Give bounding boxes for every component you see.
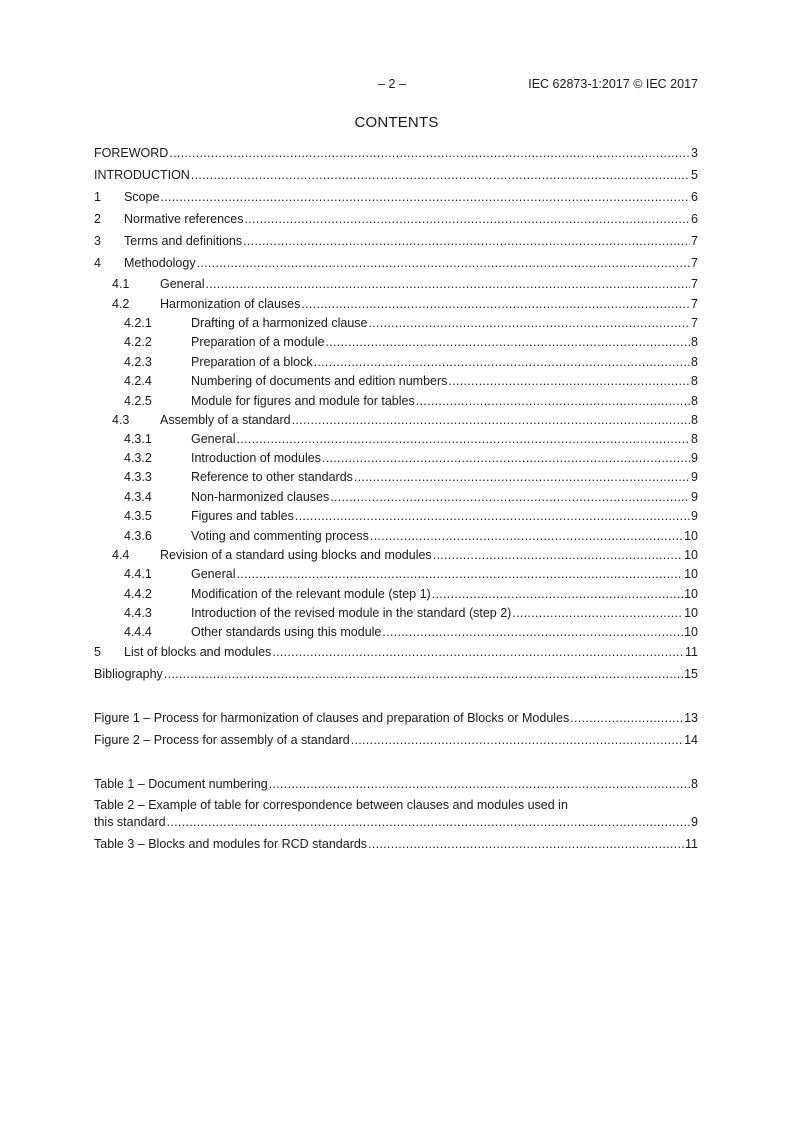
toc-label: Assembly of a standard	[160, 413, 291, 427]
toc-number: 4.2.1	[124, 316, 152, 330]
toc-label: List of blocks and modules	[124, 645, 272, 659]
toc-page: 15	[684, 667, 698, 681]
table-page: 11	[685, 837, 698, 851]
toc-label: Preparation of a module	[191, 335, 325, 349]
toc-number: 4.3	[112, 413, 130, 427]
page-title: CONTENTS	[354, 114, 439, 131]
toc-label: Introduction of modules	[191, 451, 321, 465]
toc-entry-4-2-3[interactable]	[124, 354, 698, 370]
toc-entry-4-3-2[interactable]	[124, 450, 698, 466]
toc-page: 7	[691, 297, 698, 311]
toc-number: 4.3.4	[124, 490, 152, 504]
toc-entry-terms-definitions[interactable]	[94, 233, 698, 249]
toc-label: Modification of the relevant module (step 1)	[191, 587, 431, 601]
toc-label: Scope	[124, 190, 160, 204]
table-label: Table 3 – Blocks and modules for RCD standards	[94, 837, 368, 851]
toc-label: Figures and tables	[191, 509, 294, 523]
toc-label: Numbering of documents and edition numbers	[191, 374, 448, 388]
toc-label: Bibliography	[94, 667, 163, 681]
figure-label: Figure 2 – Process for assembly of a standard	[94, 733, 350, 747]
table-page: 8	[691, 777, 698, 791]
toc-entry-4-1[interactable]	[112, 276, 698, 292]
toc-page: 10	[684, 567, 698, 581]
table-label: Table 1 – Document numbering	[94, 777, 268, 791]
toc-page: 7	[691, 256, 698, 270]
toc-label: Harmonization of clauses	[160, 297, 301, 311]
toc-entry-4-3-5[interactable]	[124, 508, 698, 524]
toc-number: 4.2.2	[124, 335, 152, 349]
toc-number: 2	[94, 212, 101, 226]
toc-entry-4-3-1[interactable]	[124, 431, 698, 447]
toc-entry-4-4-1[interactable]	[124, 566, 698, 582]
toc-entry-4-2-4[interactable]	[124, 373, 698, 389]
toc-entry-4-4-3[interactable]	[124, 605, 698, 621]
toc-page: 9	[691, 451, 698, 465]
toc-number: 4.2.3	[124, 355, 152, 369]
toc-label: Reference to other standards	[191, 470, 353, 484]
toc-page: 8	[691, 374, 698, 388]
toc-label: Methodology	[124, 256, 196, 270]
toc-entry-list-blocks-modules[interactable]	[94, 644, 698, 660]
toc-number: 4.4.4	[124, 625, 152, 639]
toc-number: 5	[94, 645, 101, 659]
toc-entry-introduction[interactable]	[94, 167, 698, 183]
toc-page: 8	[691, 413, 698, 427]
toc-number: 4.3.6	[124, 529, 152, 543]
table-entry-3[interactable]	[94, 836, 698, 852]
toc-page: 7	[691, 316, 698, 330]
toc-page: 6	[691, 212, 698, 226]
toc-entry-4-2-5[interactable]	[124, 393, 698, 409]
toc-entry-4-4-2[interactable]	[124, 586, 698, 602]
toc-page: 7	[691, 277, 698, 291]
toc-label: INTRODUCTION	[94, 168, 190, 182]
toc-entry-foreword[interactable]	[94, 145, 698, 161]
toc-page: 8	[691, 355, 698, 369]
toc-number: 4.3.2	[124, 451, 152, 465]
toc-page: 10	[684, 587, 698, 601]
toc-label: Preparation of a block	[191, 355, 313, 369]
toc-label: Drafting of a harmonized clause	[191, 316, 368, 330]
toc-page: 9	[691, 470, 698, 484]
toc-entry-4-3-6[interactable]	[124, 528, 698, 544]
toc-number: 4.2.5	[124, 394, 152, 408]
toc-entry-4-2-1[interactable]	[124, 315, 698, 331]
toc-label: Module for figures and module for tables	[191, 394, 415, 408]
toc-page: 3	[691, 146, 698, 160]
table-entry-2[interactable]	[94, 814, 698, 830]
toc-page: 10	[684, 548, 698, 562]
toc-entry-methodology[interactable]	[94, 255, 698, 271]
toc-label: Introduction of the revised module in the standard (step 2)	[191, 606, 512, 620]
table-entry-1[interactable]	[94, 776, 698, 792]
toc-entry-4-3-4[interactable]	[124, 489, 698, 505]
toc-label: General	[160, 277, 205, 291]
toc-entry-4-2[interactable]	[112, 296, 698, 312]
toc-page: 8	[691, 335, 698, 349]
toc-label: General	[191, 432, 236, 446]
toc-label: FOREWORD	[94, 146, 169, 160]
document-identifier: IEC 62873-1:2017 © IEC 2017	[528, 77, 698, 91]
toc-page: 7	[691, 234, 698, 248]
toc-label: Normative references	[124, 212, 244, 226]
toc-page: 11	[685, 645, 698, 659]
toc-number: 4.3.3	[124, 470, 152, 484]
toc-label: General	[191, 567, 236, 581]
toc-number: 4	[94, 256, 101, 270]
figure-page: 13	[684, 711, 698, 725]
toc-page: 9	[691, 490, 698, 504]
table-label: this standard	[94, 815, 166, 829]
toc-entry-4-2-2[interactable]	[124, 334, 698, 350]
toc-page: 8	[691, 432, 698, 446]
figure-entry-2[interactable]	[94, 732, 698, 748]
toc-number: 4.3.1	[124, 432, 152, 446]
toc-number: 4.2.4	[124, 374, 152, 388]
toc-number: 4.4	[112, 548, 130, 562]
toc-page: 8	[691, 394, 698, 408]
page-number: – 2 –	[378, 77, 406, 91]
table-page: 9	[691, 815, 698, 829]
toc-entry-normative-references[interactable]	[94, 211, 698, 227]
toc-page: 10	[684, 625, 698, 639]
toc-number: 4.3.5	[124, 509, 152, 523]
toc-page: 10	[684, 606, 698, 620]
toc-label: Non-harmonized clauses	[191, 490, 330, 504]
toc-label: Terms and definitions	[124, 234, 243, 248]
toc-number: 4.4.3	[124, 606, 152, 620]
toc-label: Other standards using this module	[191, 625, 382, 639]
toc-number: 4.2	[112, 297, 130, 311]
toc-number: 3	[94, 234, 101, 248]
figure-entry-1[interactable]	[94, 710, 698, 726]
toc-page: 5	[691, 168, 698, 182]
toc-entry-scope[interactable]	[94, 189, 698, 205]
toc-label: Voting and commenting process	[191, 529, 369, 543]
toc-entry-4-4-4[interactable]	[124, 624, 698, 640]
toc-page: 6	[691, 190, 698, 204]
toc-entry-4-3[interactable]	[112, 412, 698, 428]
toc-page: 10	[684, 529, 698, 543]
figure-label: Figure 1 – Process for harmonization of clauses and preparation of Blocks or Modules	[94, 711, 570, 725]
toc-number: 4.4.2	[124, 587, 152, 601]
toc-entry-4-3-3[interactable]	[124, 469, 698, 485]
toc-entry-4-4[interactable]	[112, 547, 698, 563]
toc-label: Revision of a standard using blocks and modules	[160, 548, 432, 562]
toc-entry-bibliography[interactable]	[94, 666, 698, 682]
table-entry-2-line1[interactable]: Table 2 – Example of table for correspondence between clauses and modules used in	[94, 798, 568, 812]
toc-number: 4.4.1	[124, 567, 152, 581]
toc-number: 1	[94, 190, 101, 204]
toc-number: 4.1	[112, 277, 130, 291]
figure-page: 14	[684, 733, 698, 747]
toc-page: 9	[691, 509, 698, 523]
